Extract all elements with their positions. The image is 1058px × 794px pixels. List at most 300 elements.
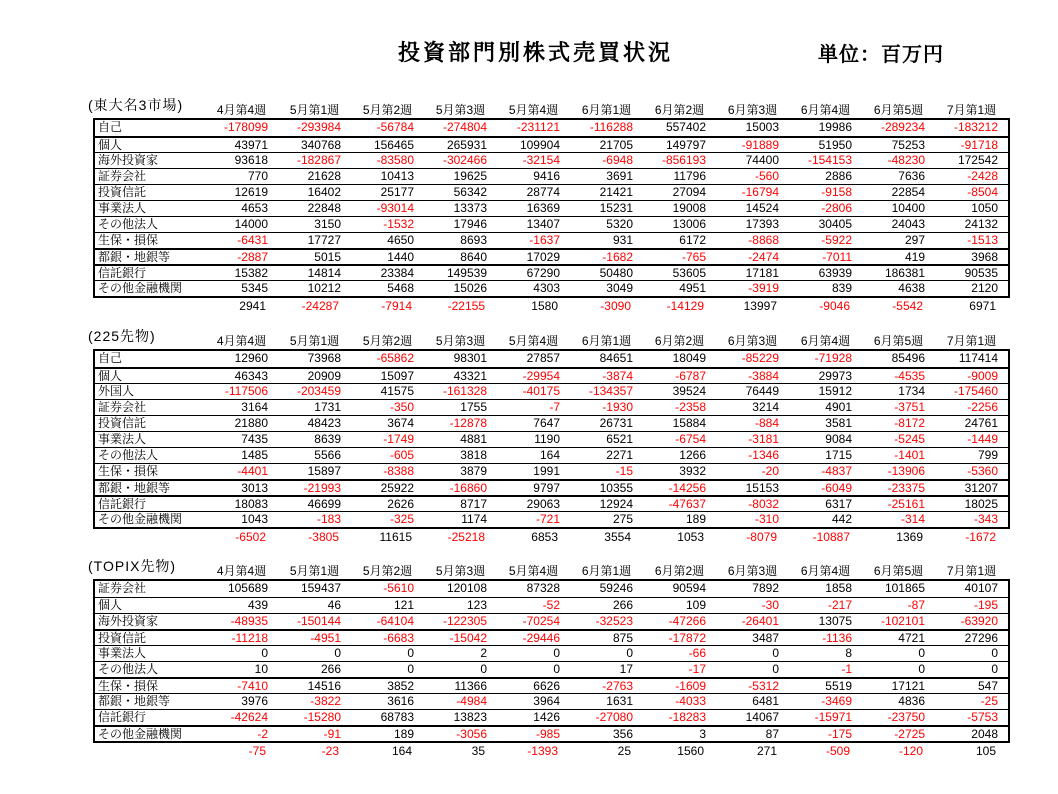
table-row — [95, 613, 1008, 629]
data-table — [93, 556, 1010, 760]
cell-value: -289234 — [880, 120, 925, 134]
column-header: 7月第1週 — [946, 334, 997, 348]
cell-value: -856193 — [661, 153, 706, 167]
cell-value: -6754 — [675, 432, 706, 446]
cell-value: 3852 — [387, 679, 414, 693]
cell-value: 275 — [612, 512, 633, 526]
cell-value: -29954 — [522, 369, 560, 383]
table-body — [93, 349, 1010, 529]
cell-value: 15382 — [234, 266, 268, 280]
cell-value: -4951 — [310, 631, 341, 645]
row-label: 証券会社 — [98, 169, 147, 183]
cell-value: 8717 — [460, 497, 487, 511]
cell-value: 10413 — [380, 169, 414, 183]
total-value: -3805 — [308, 530, 339, 544]
cell-value: 17181 — [745, 266, 779, 280]
cell-value: 189 — [393, 727, 414, 741]
row-label: その他法人 — [98, 662, 159, 676]
table-row — [95, 136, 1008, 152]
cell-value: -3884 — [748, 369, 779, 383]
column-header: 5月第2週 — [362, 564, 413, 578]
table-row — [95, 415, 1008, 431]
cell-value: 17946 — [453, 217, 487, 231]
section-label: (TOPIX先物) — [88, 558, 177, 574]
cell-value: -302466 — [442, 153, 487, 167]
cell-value: 27094 — [672, 185, 706, 199]
table-total-row — [93, 530, 1010, 546]
table-row — [95, 645, 1008, 661]
cell-value: 4901 — [825, 400, 852, 414]
cell-value: 419 — [904, 250, 925, 264]
cell-value: -2887 — [237, 250, 268, 264]
cell-value: 17727 — [307, 233, 341, 247]
cell-value: -122305 — [442, 614, 487, 628]
cell-value: -3469 — [821, 694, 852, 708]
cell-value: -4837 — [821, 464, 852, 478]
cell-value: 3879 — [460, 464, 487, 478]
table-row — [95, 597, 1008, 613]
row-label: その他法人 — [98, 448, 159, 462]
column-header: 6月第3週 — [727, 103, 778, 117]
cell-value: 9797 — [533, 481, 560, 495]
cell-value: 3214 — [752, 400, 779, 414]
cell-value: 17029 — [526, 250, 560, 264]
table-total-row — [93, 744, 1010, 760]
table-row — [95, 152, 1008, 168]
cell-value: 1631 — [606, 694, 633, 708]
cell-value: 189 — [685, 512, 706, 526]
cell-value: 109 — [685, 598, 706, 612]
total-value: -24287 — [301, 299, 339, 313]
cell-value: -7410 — [237, 679, 268, 693]
cell-value: -293984 — [296, 120, 341, 134]
cell-value: -203459 — [296, 384, 341, 398]
cell-value: 5519 — [825, 679, 852, 693]
section-topix-futures — [88, 556, 1028, 760]
column-header: 5月第1週 — [289, 103, 340, 117]
total-value: -8079 — [746, 530, 777, 544]
cell-value: -7 — [549, 400, 560, 414]
cell-value: 839 — [831, 281, 852, 295]
column-header: 6月第2週 — [654, 564, 705, 578]
page-title: 投資部門別株式売買状況 — [398, 40, 674, 65]
cell-value: 90535 — [964, 266, 998, 280]
cell-value: 3581 — [825, 416, 852, 430]
cell-value: -1 — [841, 662, 852, 676]
cell-value: 39524 — [672, 384, 706, 398]
cell-value: -1682 — [602, 250, 633, 264]
cell-value: 2626 — [387, 497, 414, 511]
cell-value: -91 — [323, 727, 341, 741]
row-label: 事業法人 — [98, 201, 147, 215]
cell-value: 21421 — [599, 185, 633, 199]
total-spacer — [93, 530, 205, 546]
cell-value: -1637 — [529, 233, 560, 247]
cell-value: -16860 — [449, 481, 487, 495]
cell-value: 0 — [772, 646, 779, 660]
cell-value: 5345 — [241, 281, 268, 295]
table-row — [95, 447, 1008, 463]
cell-value: 1485 — [241, 448, 268, 462]
cell-value: 120108 — [446, 581, 487, 595]
cell-value: -2256 — [967, 400, 998, 414]
cell-value: 2120 — [971, 281, 998, 295]
cell-value: 15026 — [453, 281, 487, 295]
cell-value: 3049 — [606, 281, 633, 295]
column-header: 7月第1週 — [946, 564, 997, 578]
column-header: 6月第2週 — [654, 103, 705, 117]
cell-value: -3181 — [748, 432, 779, 446]
cell-value: 186381 — [884, 266, 925, 280]
cell-value: 0 — [991, 646, 998, 660]
cell-value: 75253 — [891, 138, 925, 152]
cell-value: -7011 — [822, 250, 852, 264]
row-label: その他金融機関 — [98, 727, 183, 741]
total-value: -10887 — [812, 530, 850, 544]
cell-value: 149539 — [446, 266, 487, 280]
cell-value: 87328 — [526, 581, 560, 595]
row-label: その他法人 — [98, 217, 159, 231]
table-row — [95, 661, 1008, 677]
cell-value: -25 — [980, 694, 998, 708]
cell-value: -3874 — [602, 369, 633, 383]
cell-value: -314 — [900, 512, 925, 526]
cell-value: 30405 — [818, 217, 852, 231]
row-label: 生保・損保 — [98, 679, 159, 693]
cell-value: -71928 — [814, 351, 852, 365]
cell-value: 10212 — [307, 281, 341, 295]
cell-value: -14256 — [668, 481, 706, 495]
cell-value: -8172 — [894, 416, 925, 430]
cell-value: -17 — [688, 662, 706, 676]
cell-value: -32523 — [595, 614, 633, 628]
column-header: 5月第4週 — [508, 103, 559, 117]
cell-value: 799 — [977, 448, 998, 462]
cell-value: -3919 — [748, 281, 779, 295]
table-row — [95, 120, 1008, 136]
table-row — [95, 367, 1008, 383]
cell-value: -1136 — [822, 631, 852, 645]
cell-value: 3013 — [241, 481, 268, 495]
cell-value: -9009 — [967, 369, 998, 383]
column-header: 6月第3週 — [727, 334, 778, 348]
cell-value: 3164 — [241, 400, 268, 414]
cell-value: -195 — [973, 598, 998, 612]
cell-value: 5015 — [314, 250, 341, 264]
cell-value: 4303 — [533, 281, 560, 295]
cell-value: -85229 — [741, 351, 779, 365]
row-label: その他金融機関 — [98, 281, 183, 295]
table-row — [95, 399, 1008, 415]
cell-value: -4535 — [894, 369, 925, 383]
cell-value: 43971 — [234, 138, 268, 152]
total-value: -120 — [898, 744, 923, 758]
cell-value: 547 — [977, 679, 998, 693]
cell-value: 121 — [393, 598, 414, 612]
row-label: 都銀・地銀等 — [98, 481, 171, 495]
row-label: 生保・損保 — [98, 233, 159, 247]
total-value: 3554 — [604, 530, 631, 544]
cell-value: 17393 — [745, 217, 779, 231]
table-row — [95, 200, 1008, 216]
cell-value: -1609 — [675, 679, 706, 693]
cell-value: 1050 — [971, 201, 998, 215]
cell-value: -182867 — [296, 153, 341, 167]
row-label: 証券会社 — [98, 581, 147, 595]
cell-value: 29063 — [526, 497, 560, 511]
cell-value: -2725 — [894, 727, 925, 741]
cell-value: 21880 — [234, 416, 268, 430]
cell-value: 73968 — [307, 351, 341, 365]
cell-value: 12619 — [234, 185, 268, 199]
cell-value: 8 — [845, 646, 852, 660]
total-value: -23 — [321, 744, 339, 758]
cell-value: 8693 — [460, 233, 487, 247]
cell-value: 4881 — [460, 432, 487, 446]
cell-value: 6481 — [752, 694, 779, 708]
cell-value: 16402 — [307, 185, 341, 199]
cell-value: -3751 — [894, 400, 925, 414]
row-label: 自己 — [98, 351, 123, 365]
cell-value: 56342 — [453, 185, 487, 199]
cell-value: 875 — [612, 631, 633, 645]
cell-value: 74400 — [745, 153, 779, 167]
cell-value: -175 — [827, 727, 852, 741]
cell-value: 10400 — [891, 201, 925, 215]
cell-value: -70254 — [522, 614, 560, 628]
cell-value: 266 — [612, 598, 633, 612]
cell-value: 15897 — [307, 464, 341, 478]
cell-value: -15042 — [449, 631, 487, 645]
cell-value: -12878 — [449, 416, 487, 430]
row-label: 証券会社 — [98, 400, 147, 414]
table-row — [95, 709, 1008, 725]
section-label: (225先物) — [88, 328, 156, 344]
row-label: 個人 — [98, 369, 123, 383]
column-header: 6月第1週 — [581, 334, 632, 348]
cell-value: 3150 — [314, 217, 341, 231]
cell-value: -2763 — [602, 679, 633, 693]
cell-value: -17872 — [668, 631, 706, 645]
data-table — [93, 326, 1010, 546]
cell-value: 14524 — [745, 201, 779, 215]
table-row — [95, 216, 1008, 232]
row-label: 個人 — [98, 598, 123, 612]
cell-value: 0 — [626, 646, 633, 660]
cell-value: 15003 — [745, 120, 779, 134]
cell-value: -605 — [389, 448, 414, 462]
cell-value: 1043 — [241, 512, 268, 526]
table-row — [95, 677, 1008, 693]
column-header: 6月第4週 — [800, 334, 851, 348]
cell-value: -8868 — [748, 233, 779, 247]
cell-value: 3964 — [533, 694, 560, 708]
cell-value: 25922 — [380, 481, 414, 495]
table-total-row — [93, 299, 1010, 315]
cell-value: 48423 — [307, 416, 341, 430]
cell-value: 5566 — [314, 448, 341, 462]
cell-value: 266 — [320, 662, 341, 676]
cell-value: 98301 — [453, 351, 487, 365]
cell-value: -8388 — [383, 464, 414, 478]
cell-value: -29446 — [522, 631, 560, 645]
cell-value: -2428 — [967, 169, 998, 183]
table-row — [95, 495, 1008, 511]
cell-value: 4836 — [898, 694, 925, 708]
total-value: -6502 — [235, 530, 266, 544]
column-header: 6月第1週 — [581, 103, 632, 117]
total-value: 1369 — [896, 530, 923, 544]
cell-value: 11366 — [454, 679, 487, 693]
row-label: 海外投資家 — [98, 153, 159, 167]
cell-value: -343 — [973, 512, 998, 526]
column-header: 5月第3週 — [435, 334, 486, 348]
cell-value: -102101 — [880, 614, 925, 628]
cell-value: 0 — [261, 646, 268, 660]
cell-value: 0 — [334, 646, 341, 660]
cell-value: 3976 — [241, 694, 268, 708]
total-value: -75 — [248, 744, 266, 758]
table-row — [95, 168, 1008, 184]
cell-value: -47266 — [668, 614, 706, 628]
column-header: 6月第2週 — [654, 334, 705, 348]
cell-value: 4653 — [241, 201, 268, 215]
cell-value: -1532 — [383, 217, 414, 231]
cell-value: 1190 — [534, 432, 560, 446]
cell-value: 3616 — [387, 694, 414, 708]
cell-value: 11796 — [673, 169, 706, 183]
cell-value: 7435 — [241, 432, 268, 446]
cell-value: -15 — [615, 464, 633, 478]
cell-value: -2 — [257, 727, 268, 741]
cell-value: -15971 — [814, 710, 852, 724]
cell-value: 12960 — [234, 351, 268, 365]
cell-value: 8639 — [314, 432, 341, 446]
cell-value: 23384 — [380, 266, 414, 280]
total-value: 271 — [756, 744, 777, 758]
cell-value: -5922 — [821, 233, 852, 247]
cell-value: -23375 — [887, 481, 925, 495]
column-header: 5月第4週 — [508, 564, 559, 578]
cell-value: 265931 — [446, 138, 487, 152]
table-row — [95, 693, 1008, 709]
table-header-row — [93, 103, 1010, 118]
cell-value: 7636 — [898, 169, 925, 183]
total-spacer — [93, 744, 205, 760]
table-row — [95, 581, 1008, 597]
cell-value: 85496 — [891, 351, 925, 365]
cell-value: 10355 — [599, 481, 633, 495]
cell-value: -40175 — [522, 384, 560, 398]
cell-value: 117414 — [958, 351, 998, 365]
total-value: 25 — [617, 744, 631, 758]
cell-value: -217 — [827, 598, 852, 612]
cell-value: 63939 — [818, 266, 852, 280]
cell-value: 1731 — [314, 400, 341, 414]
cell-value: -5610 — [383, 581, 414, 595]
cell-value: 24132 — [964, 217, 998, 231]
cell-value: 0 — [918, 646, 925, 660]
cell-value: 84651 — [599, 351, 633, 365]
table-header-row — [93, 334, 1010, 349]
cell-value: -274804 — [442, 120, 487, 134]
cell-value: 7647 — [533, 416, 560, 430]
cell-value: -13906 — [887, 464, 925, 478]
cell-value: -15280 — [303, 710, 341, 724]
cell-value: 0 — [553, 646, 560, 660]
column-header: 7月第1週 — [946, 103, 997, 117]
cell-value: 67290 — [526, 266, 560, 280]
cell-value: -116288 — [589, 120, 633, 134]
cell-value: -26401 — [741, 614, 779, 628]
cell-value: -4984 — [456, 694, 487, 708]
total-value: 1053 — [677, 530, 704, 544]
cell-value: 22848 — [307, 201, 341, 215]
cell-value: 19986 — [818, 120, 852, 134]
cell-value: 14516 — [307, 679, 341, 693]
cell-value: 3674 — [387, 416, 414, 430]
cell-value: 109904 — [519, 138, 560, 152]
cell-value: 14000 — [234, 217, 268, 231]
cell-value: 46 — [327, 598, 341, 612]
cell-value: -178099 — [223, 120, 268, 134]
cell-value: 93618 — [234, 153, 268, 167]
cell-value: 28774 — [526, 185, 560, 199]
row-label: 都銀・地銀等 — [98, 250, 171, 264]
cell-value: -8032 — [748, 497, 779, 511]
column-header: 5月第4週 — [508, 334, 559, 348]
unit-label: 単位：百万円 — [818, 44, 944, 66]
cell-value: -325 — [389, 512, 414, 526]
data-table — [93, 95, 1010, 315]
row-label: 外国人 — [98, 384, 135, 398]
table-row — [95, 232, 1008, 248]
cell-value: 29973 — [818, 369, 852, 383]
cell-value: 340768 — [300, 138, 341, 152]
total-value: 11615 — [379, 530, 412, 544]
table-row — [95, 264, 1008, 280]
cell-value: -9158 — [821, 185, 852, 199]
cell-value: 6317 — [825, 497, 852, 511]
column-header: 5月第2週 — [362, 334, 413, 348]
cell-value: 15884 — [672, 416, 706, 430]
cell-value: 14067 — [745, 710, 779, 724]
cell-value: 1991 — [533, 464, 560, 478]
total-value: 1580 — [531, 299, 558, 313]
cell-value: -5360 — [967, 464, 998, 478]
cell-value: -4401 — [237, 464, 268, 478]
cell-value: 3818 — [460, 448, 487, 462]
cell-value: 0 — [772, 662, 779, 676]
column-header: 4月第4週 — [216, 103, 267, 117]
table-row — [95, 511, 1008, 527]
cell-value: 3691 — [606, 169, 633, 183]
cell-value: 76449 — [745, 384, 779, 398]
cell-value: 5468 — [387, 281, 414, 295]
cell-value: 3 — [699, 727, 706, 741]
cell-value: 31207 — [964, 481, 998, 495]
cell-value: 6626 — [533, 679, 560, 693]
cell-value: 1426 — [533, 710, 560, 724]
row-label: 事業法人 — [98, 646, 147, 660]
table-row — [95, 280, 1008, 296]
cell-value: 21628 — [307, 169, 341, 183]
cell-value: 19008 — [672, 201, 706, 215]
cell-value: -4033 — [675, 694, 706, 708]
cell-value: -310 — [754, 512, 779, 526]
table-header-row — [93, 564, 1010, 579]
cell-value: -25161 — [887, 497, 925, 511]
